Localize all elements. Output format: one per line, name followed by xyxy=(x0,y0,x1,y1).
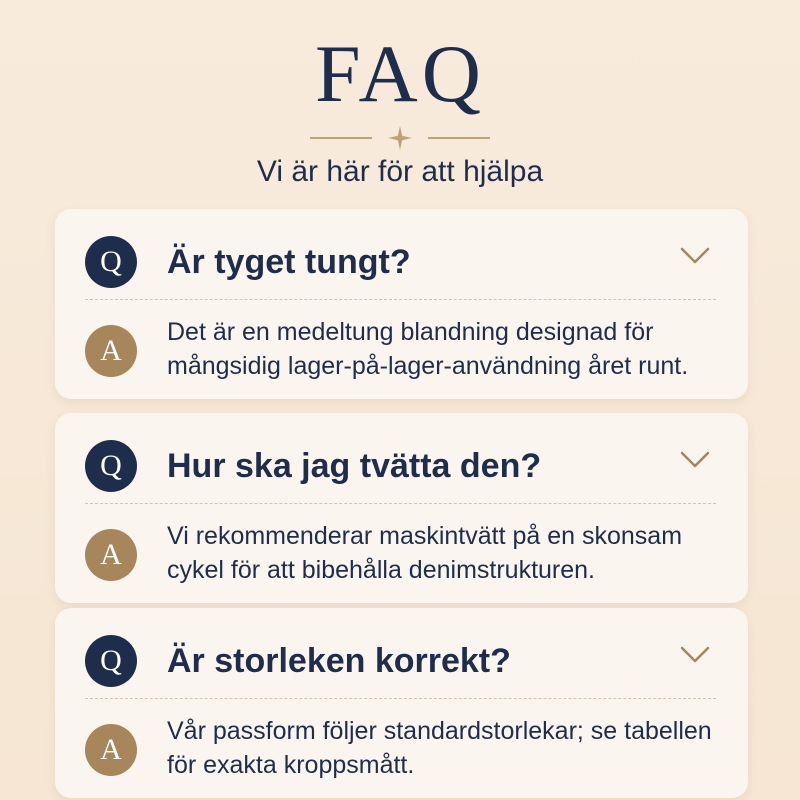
answer-badge: A xyxy=(85,724,137,776)
faq-question: Är storleken korrekt? xyxy=(167,642,511,680)
chevron-down-icon[interactable] xyxy=(680,645,710,665)
divider-line-left xyxy=(310,137,372,139)
divider-line-right xyxy=(428,137,490,139)
dashed-separator xyxy=(85,299,716,300)
question-badge: Q xyxy=(85,635,137,687)
sparkle-icon xyxy=(388,126,412,150)
faq-question: Hur ska jag tvätta den? xyxy=(167,447,542,485)
faq-answer: Det är en medeltung blandning designad för mångsidig lager-på-lager-användning året runt. xyxy=(167,318,689,380)
question-badge: Q xyxy=(85,440,137,492)
dashed-separator xyxy=(85,698,716,699)
faq-answer: Vår passform följer standardstorlekar; se tabellen för exakta kroppsmått. xyxy=(167,717,712,779)
faq-item-sizing xyxy=(55,608,748,798)
answer-badge: A xyxy=(85,529,137,581)
page-subtitle: Vi är här för att hjälpa xyxy=(256,155,544,188)
chevron-down-icon[interactable] xyxy=(680,450,710,470)
faq-answer: Vi rekommenderar maskintvätt på en skonsam cykel för att bibehålla denimstrukturen. xyxy=(167,522,683,584)
faq-question-toggle[interactable] xyxy=(55,413,748,505)
page-title: FAQ xyxy=(315,28,485,119)
faq-header xyxy=(0,0,800,200)
answer-badge: A xyxy=(85,325,137,377)
ornament-divider xyxy=(310,126,490,150)
faq-item-washing xyxy=(55,413,748,603)
faq-question: Är tyget tungt? xyxy=(167,243,411,281)
dashed-separator xyxy=(85,503,716,504)
faq-item-fabric-weight xyxy=(55,209,748,399)
faq-question-toggle[interactable] xyxy=(55,209,748,301)
chevron-down-icon[interactable] xyxy=(680,246,710,266)
question-badge: Q xyxy=(85,236,137,288)
faq-question-toggle[interactable] xyxy=(55,608,748,700)
